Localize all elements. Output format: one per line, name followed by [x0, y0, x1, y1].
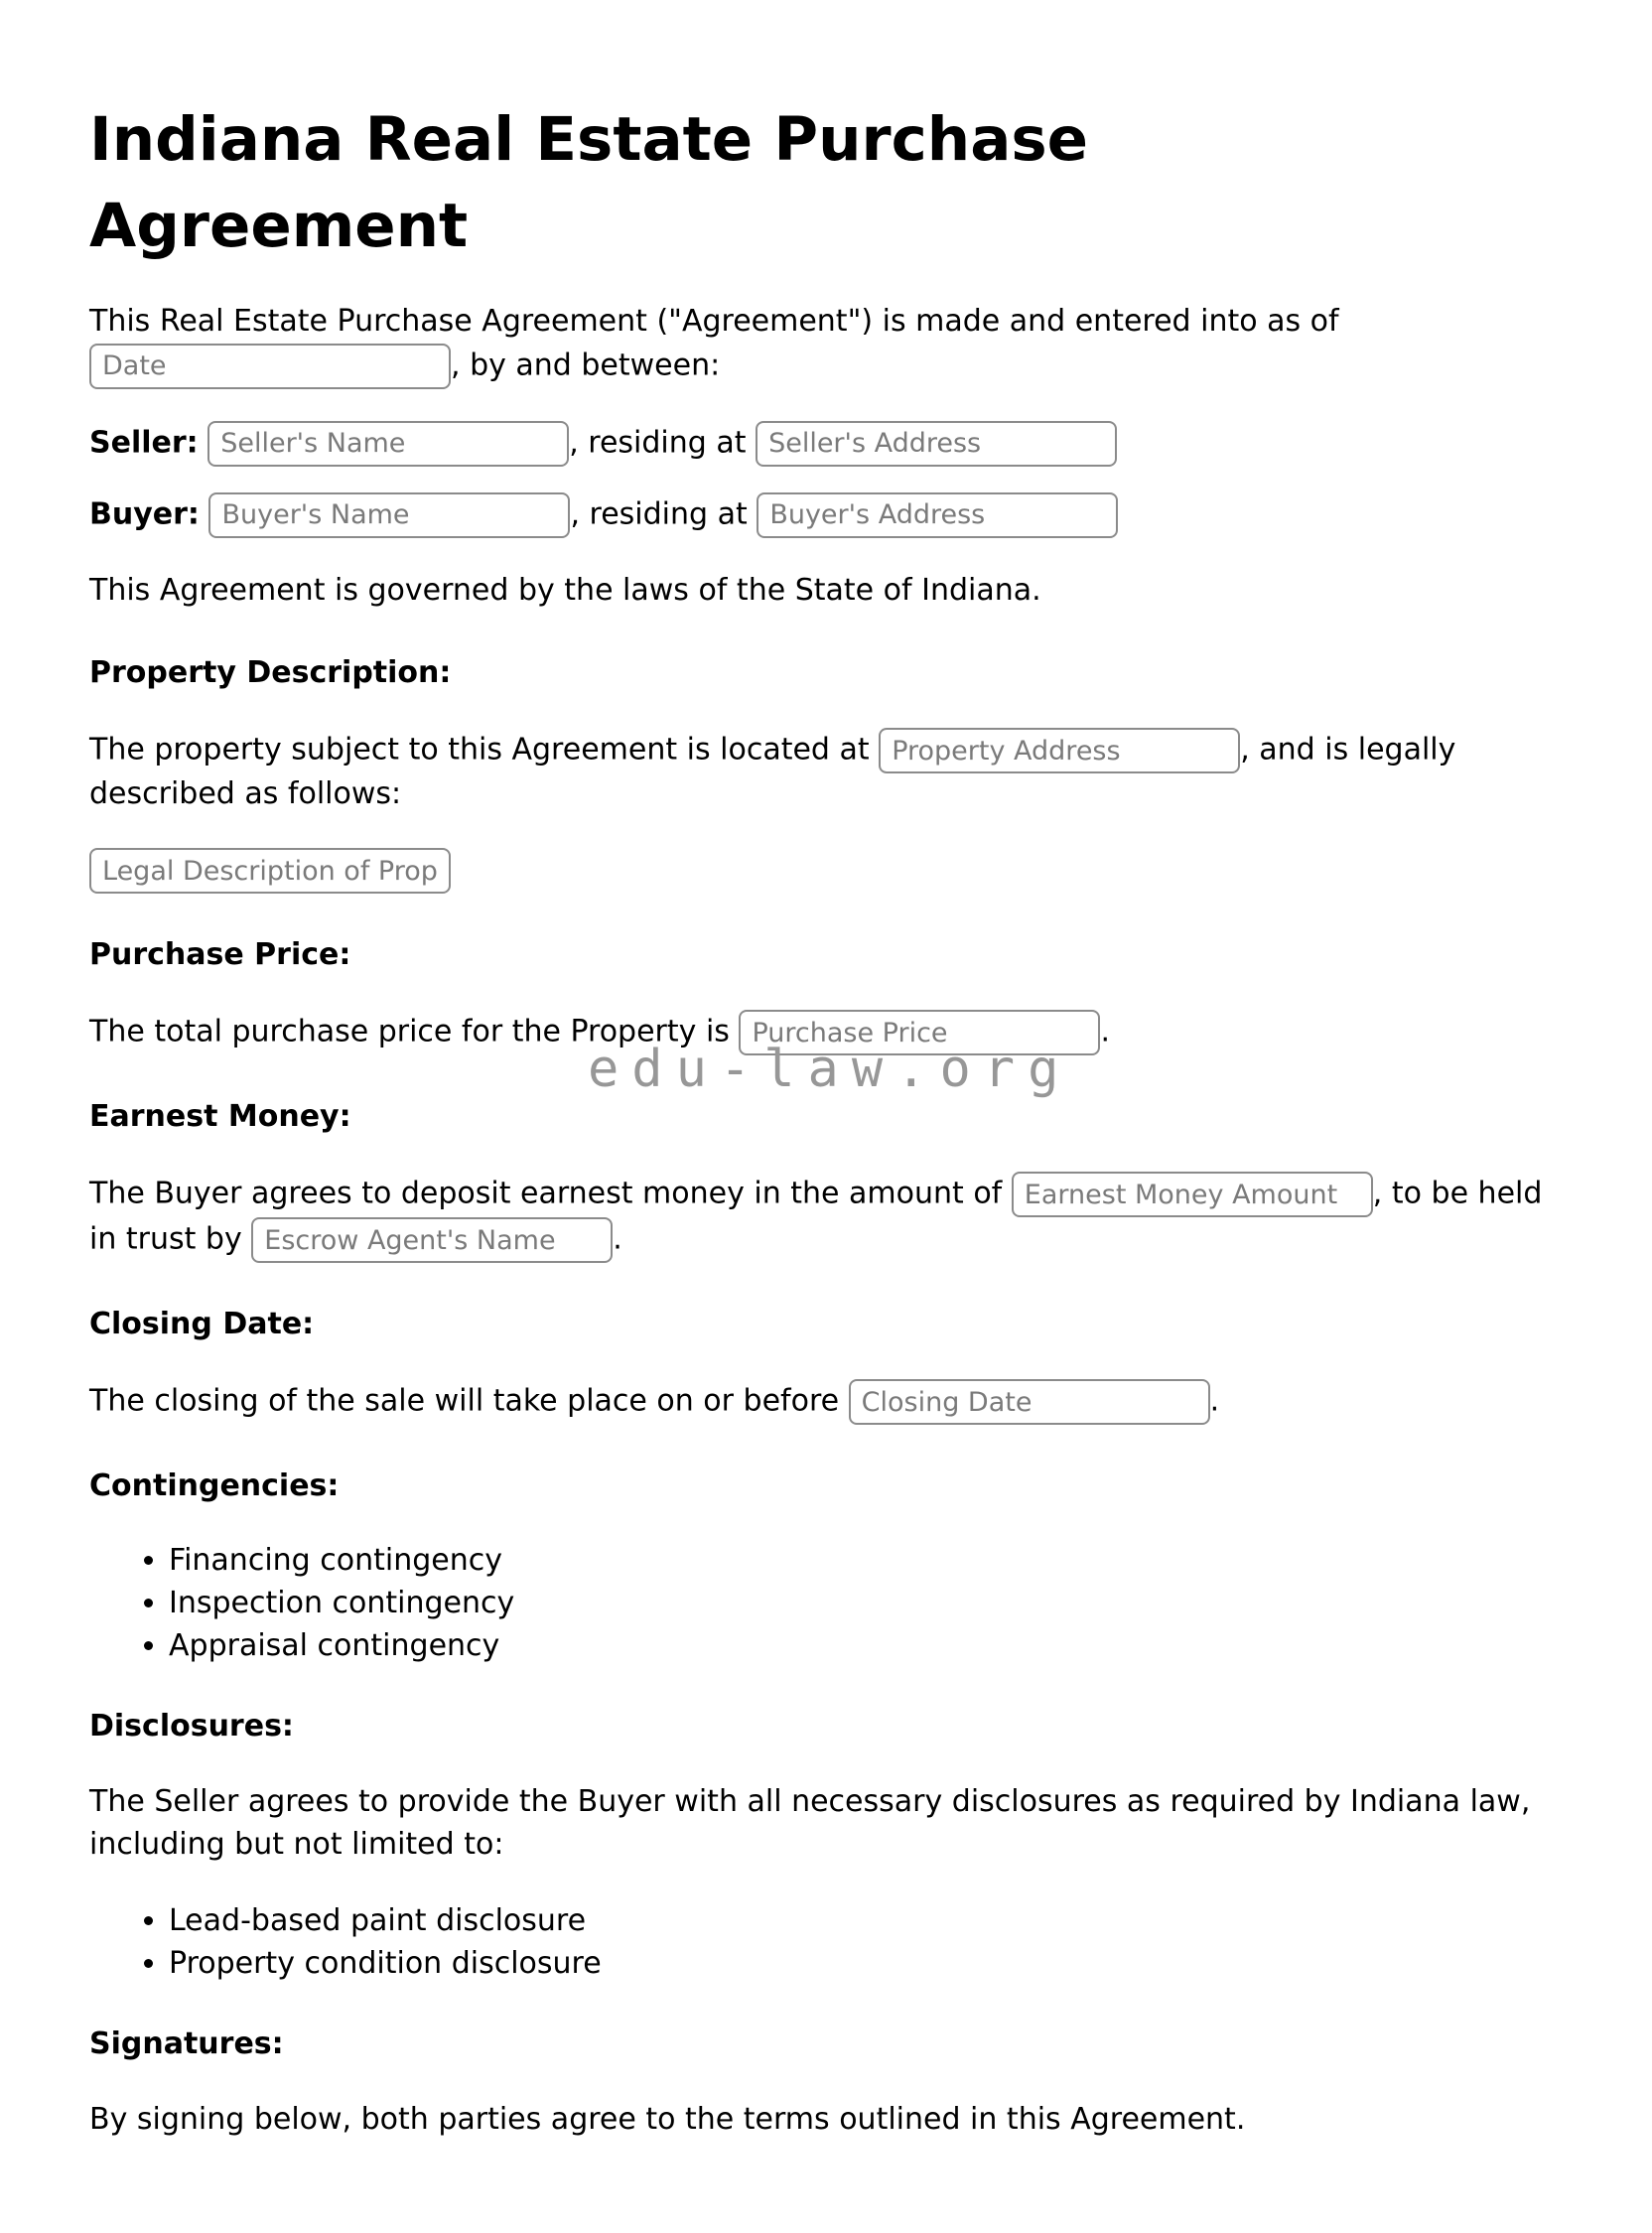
earnest-text-before-amount: The Buyer agrees to deposit earnest money in the amount of [89, 1176, 1003, 1211]
earnest-money-heading: Earnest Money: [89, 1099, 351, 1134]
disclosures-heading: Disclosures: [89, 1709, 294, 1744]
earnest-text-middle: , to be held in trust by [89, 1176, 1543, 1257]
closing-text-before-date: The closing of the sale will take place on or before [89, 1383, 840, 1419]
price-text-after-amount: . [1100, 1014, 1111, 1049]
seller-row [89, 421, 1563, 467]
closing-date-input[interactable] [849, 1379, 1210, 1425]
governing-law-paragraph: This Agreement is governed by the laws of the State of Indiana. [89, 572, 1041, 608]
list-item: • Inspection contingency [169, 1584, 1563, 1622]
list-item: • Financing contingency [169, 1541, 1563, 1580]
disclosures-list [89, 1901, 1563, 1983]
earnest-text-after-agent: . [613, 1221, 622, 1257]
buyer-row [89, 492, 1563, 538]
property-paragraph [89, 728, 1563, 816]
contingencies-list [89, 1541, 1563, 1665]
buyer-residing-text: , residing at [570, 496, 748, 532]
escrow-agent-name-input[interactable] [251, 1217, 613, 1263]
legal-description-row [89, 848, 1563, 894]
closing-date-paragraph [89, 1379, 1563, 1425]
buyer-name-input[interactable] [208, 492, 570, 538]
property-address-input[interactable] [879, 728, 1240, 773]
buyer-address-input[interactable] [757, 492, 1118, 538]
date-input[interactable] [89, 344, 451, 389]
list-item: • Property condition disclosure [169, 1944, 1563, 1983]
purchase-price-paragraph [89, 1010, 1563, 1055]
closing-date-heading: Closing Date: [89, 1307, 315, 1341]
disclosures-paragraph: The Seller agrees to provide the Buyer with all necessary disclosures as required by Indiana law, including but not limited to: [89, 1784, 1531, 1862]
buyer-label: Buyer: [89, 496, 200, 532]
intro-paragraph [89, 301, 1563, 389]
purchase-price-heading: Purchase Price: [89, 937, 351, 972]
seller-label: Seller: [89, 425, 199, 461]
legal-description-input[interactable] [89, 848, 451, 894]
earnest-money-paragraph [89, 1172, 1563, 1263]
intro-text-after-date: , by and between: [451, 348, 721, 383]
closing-text-after-date: . [1209, 1383, 1220, 1419]
intro-text-before-date: This Real Estate Purchase Agreement ("Agreement") is made and entered into as of [89, 304, 1339, 340]
seller-residing-text: , residing at [569, 425, 747, 461]
property-text-before-address: The property subject to this Agreement is located at [89, 732, 870, 768]
price-text-before-amount: The total purchase price for the Property is [89, 1014, 730, 1049]
list-item: • Lead-based paint disclosure [169, 1901, 1563, 1940]
signatures-heading: Signatures: [89, 2026, 284, 2062]
seller-address-input[interactable] [756, 421, 1117, 467]
seller-name-input[interactable] [207, 421, 569, 467]
watermark: edu-law.org [588, 1040, 1072, 1099]
contingencies-heading: Contingencies: [89, 1468, 340, 1503]
property-description-heading: Property Description: [89, 655, 452, 691]
property-text-after-address: , and is legally described as follows: [89, 732, 1456, 812]
signatures-paragraph: By signing below, both parties agree to the terms outlined in this Agreement. [89, 2102, 1246, 2138]
earnest-money-amount-input[interactable] [1012, 1172, 1373, 1217]
document-title: Indiana Real Estate Purchase Agreement [89, 104, 1089, 261]
purchase-price-input[interactable] [739, 1010, 1100, 1055]
list-item: • Appraisal contingency [169, 1626, 1563, 1665]
